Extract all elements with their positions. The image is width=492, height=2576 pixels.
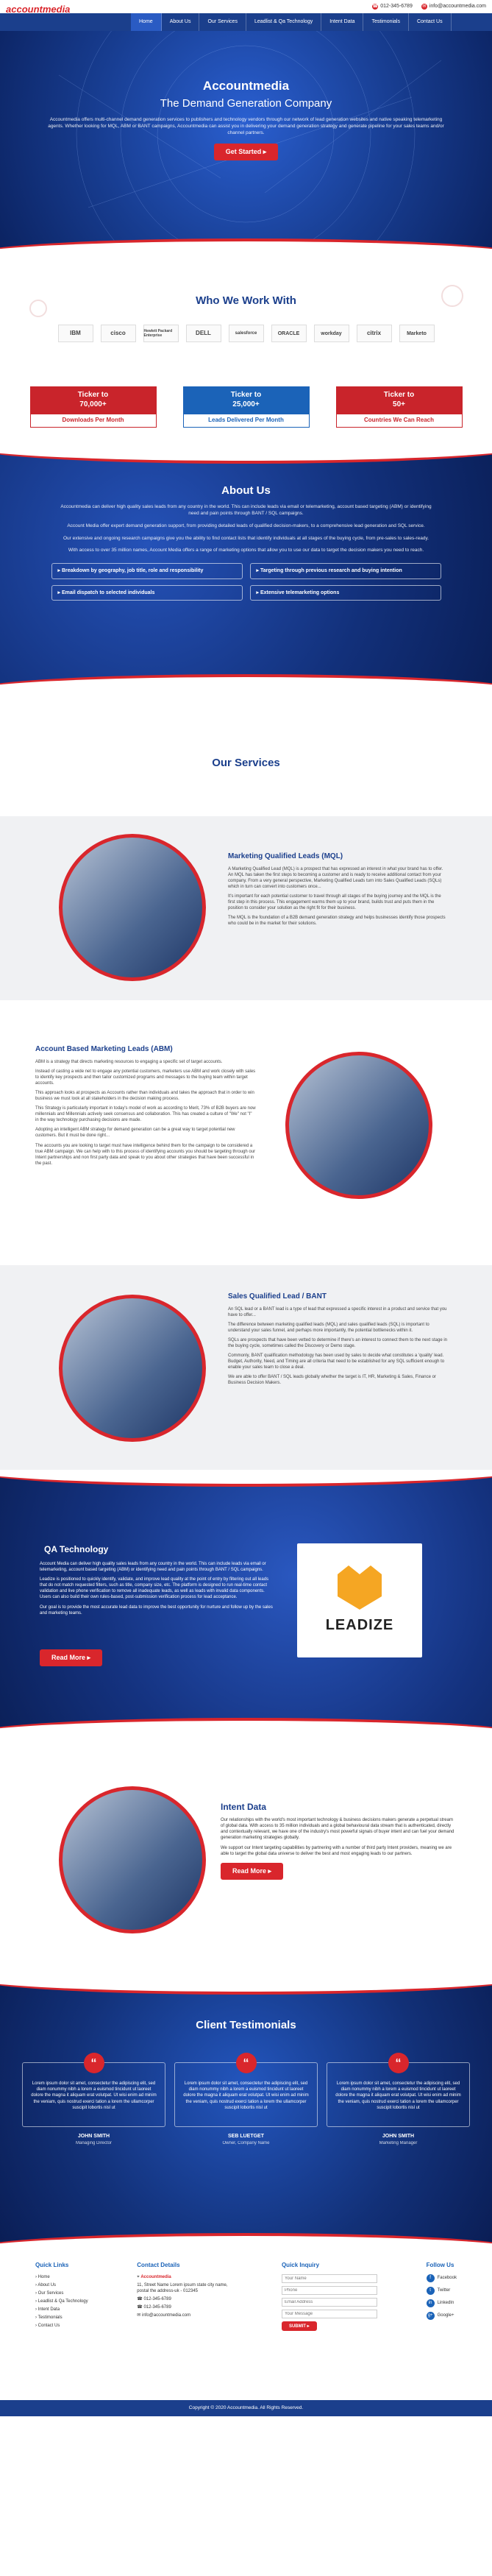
contact-phone[interactable] <box>137 2296 232 2302</box>
site-logo[interactable]: accountmedia <box>6 4 71 15</box>
intent-image <box>59 1786 206 1933</box>
footer-link-text: Intent Data <box>38 2307 60 2313</box>
fox-icon <box>338 1565 382 1610</box>
about-p1: Accountmedia can deliver high quality sales leads from any country in the world. This can include leads via email or telemarketing, account based targeting (ABM) or identifying need and pain points through BANT / SQL campaigns. <box>60 504 432 517</box>
about-p3: Our extensive and ongoing research campaigns give you the ability to find contact lists that identify individuals at all stages of the buying cycle, from pre-sales to sales-ready. <box>63 535 429 541</box>
ticker-value: 70,000+ <box>79 400 107 408</box>
about-curve <box>0 674 492 691</box>
testimonial-role: Owner, Company Name <box>222 2140 270 2145</box>
phone-icon: ☎ <box>137 2305 143 2310</box>
testimonial-box <box>22 2057 165 2127</box>
contact-phone-text: 012-345-6789 <box>143 2297 171 2302</box>
quote-icon: “ <box>84 2053 104 2073</box>
testimonial-name: JOHN SMITH <box>77 2134 110 2140</box>
bullet-text: Targeting through previous research and buying intention <box>260 568 402 574</box>
services-header <box>0 691 492 816</box>
about-p4: With access to over 35 million names, Account Media offers a range of marketing options that allow you to use our data to target the decision makers you need to reach. <box>68 548 424 553</box>
bant-text <box>228 1292 449 1390</box>
contact-email[interactable] <box>137 2313 232 2318</box>
about-bullets <box>0 563 492 601</box>
logo-salesforce: salesforce <box>229 325 264 342</box>
ticker-caption: Leads Delivered Per Month <box>183 414 310 428</box>
contact-phone[interactable] <box>137 2304 232 2310</box>
phone-info[interactable] <box>372 3 413 10</box>
mql-text <box>228 852 449 930</box>
footer <box>0 2250 492 2416</box>
nav-services[interactable]: Our Services <box>199 13 246 31</box>
footer-link[interactable]: › Contact Us <box>35 2324 60 2329</box>
contact-phone-text: 012-345-6789 <box>143 2305 171 2310</box>
email-info[interactable] <box>421 3 486 10</box>
inquiry-message-input[interactable] <box>282 2310 377 2318</box>
ticker-box <box>336 386 463 414</box>
abm-p6: The accounts you are looking to target must have intelligence behind them for the campaign to be considered a true ABM campaign. We can help with to this process of identifying accounts you should be targeting through our Intent partnerships and non first party data and speak to you about other strategies that have been successful in the past. <box>35 1143 256 1166</box>
leadize-wordmark: LEADIZE <box>325 1617 394 1633</box>
ticker-box <box>183 386 310 414</box>
ticker-countries <box>336 386 463 428</box>
social-label: Facebook <box>437 2276 457 2281</box>
ticker-label: Ticker to <box>383 391 415 400</box>
mail-icon: ✉ <box>137 2313 141 2318</box>
leadize-logo <box>297 1543 422 1657</box>
footer-link[interactable]: › About Us <box>35 2282 57 2287</box>
ticker-value: 50+ <box>393 400 405 408</box>
testimonial-role: Managing Director <box>75 2140 113 2145</box>
about-section <box>0 447 492 691</box>
mql-title: Marketing Qualified Leads (MQL) <box>228 852 343 860</box>
company-name: Accountmedia <box>140 2274 171 2279</box>
testimonials-section <box>0 1978 492 2250</box>
testimonial-name: SEB LUETGET <box>227 2134 264 2140</box>
qa-p1: Account Media can deliver high quality sales leads from any country in the world. This can include leads via email or telemarketing, account based targeting (ABM) or identifying need and pain points through BANT / SQL campaigns. <box>40 1562 266 1573</box>
testimonial-text: Lorem ipsum dolor sit amet, consectetur the adipiscing elit, sed diam nonummy nibh a lorem a euismod tincidunt ut laoreet dolore the magna it aliquam erat volutpat. Ut wisi enim ad minim the veniam, quis nostrud exerci tation a lorem the ullamcorper suscipit lobortis nisl ut <box>31 2081 157 2110</box>
get-started-button[interactable]: Get Started ▸ <box>214 144 279 160</box>
bullet-item: ▸ Breakdown by geography, job title, role and responsibility <box>51 563 243 578</box>
testimonial-card <box>22 2057 165 2146</box>
testimonial-text: Lorem ipsum dolor sit amet, consectetur the adipiscing elit, sed diam nonummy nibh a lorem a euismod tincidunt ut laoreet dolore the magna it aliquam erat volutpat. Ut wisi enim ad minim the veniam, quis nostrud exerci tation a lorem the ullamcorper suscipit lobortis nisl ut <box>335 2081 461 2110</box>
nav-contact[interactable]: Contact Us <box>409 13 452 31</box>
who-we-work-with <box>0 255 492 447</box>
footer-link[interactable]: › Leadlist & Qa Technology <box>35 2299 88 2304</box>
abm-p4: This Strategy is particularly important in today's model of work as according to Merit, 73% of B2B buyers are now millennials and Millennials actively seek consensus and collaboration. This has created a culture of "We" not "I" in the way technology purchasing decisions are made. <box>35 1106 256 1123</box>
intent-data-section <box>0 1735 492 1978</box>
ticker-label: Ticker to <box>230 391 262 400</box>
social-twitter[interactable] <box>427 2287 457 2295</box>
ticker-box <box>30 386 157 414</box>
qa-curve-top <box>0 1470 492 1487</box>
bullet-item: ▸ Targeting through previous research and buying intention <box>250 563 441 578</box>
logo-ibm: IBM <box>58 325 93 342</box>
qa-text <box>40 1561 275 1620</box>
contact-email-text: info@accountmedia.com <box>141 2313 191 2318</box>
footer-columns <box>35 2262 457 2331</box>
google-plus-icon: g+ <box>427 2312 435 2320</box>
footer-link[interactable]: › Home <box>35 2274 50 2279</box>
bant-p5: We are able to offer BANT / SQL leads globally whether the target is IT, HR, Marketing & Sales, Finance or Business Decision Makers. <box>228 1375 436 1386</box>
bullet-text: Breakdown by geography, job title, role and responsibility <box>61 568 204 574</box>
logo-hpe: Hewlett Packard Enterprise <box>143 325 179 342</box>
mql-p2: It's important for each potential customer to travel through all stages of the buying journey and the MQL is the first step in this process. This engagement warms them up to your brand, builds trust and puts them in the position to consider your solution as the right fit for their business. <box>228 894 441 911</box>
footer-link[interactable]: › Our Services <box>35 2290 64 2296</box>
mql-image <box>59 834 206 981</box>
bullet-item: ▸ Email dispatch to selected individuals <box>51 585 243 601</box>
phone-icon: ☎ <box>372 4 378 10</box>
abm-title: Account Based Marketing Leads (ABM) <box>35 1045 173 1053</box>
abm-p5: Adopting an intelligent ABM strategy for demand generation can be a great way to target potential new customers. But it must be done right... <box>35 1128 235 1139</box>
contact-address: 11, Street Name Lorem ipsum state city name, postal the address-uk - 012345 <box>137 2282 228 2293</box>
contact-company <box>137 2274 232 2280</box>
qa-p2: Leadize is positioned to quickly identify, validate, and improve lead quality at the point of entry by filtering out all leads that do not match requested filters, such as title, company size, etc. The platform is designed to run real-time contact validation and live phone verification to remove all inadequate leads, as well as leads with invalid data components. Users can also build their own rules-based, post-submission verification process for lead acceptance. <box>40 1577 269 1600</box>
social-label: Twitter <box>437 2288 451 2293</box>
qa-read-more-button[interactable]: Read More ▸ <box>40 1649 102 1666</box>
footer-contact <box>137 2262 232 2331</box>
social-google[interactable] <box>427 2312 457 2320</box>
hero-title: Accountmedia <box>202 79 290 93</box>
copyright-bar: Copyright © 2020 Accountmedia. All Rights Reserved. <box>0 2400 492 2416</box>
email-text: info@accountmedia.com <box>429 4 486 10</box>
testimonials-title: Client Testimonials <box>196 2019 296 2031</box>
bant-p3: SQLs are prospects that have been vetted to determine if there's an interest to connect them to the next stage in the buying cycle, sometimes called the Discovery or Demo stage. <box>228 1337 447 1348</box>
submit-button[interactable]: SUBMIT ▸ <box>282 2321 317 2331</box>
footer-inquiry <box>282 2262 377 2331</box>
footer-link-text: Home <box>38 2274 50 2279</box>
nav-intent[interactable]: Intent Data <box>321 13 363 31</box>
facebook-icon: f <box>427 2274 435 2282</box>
twitter-icon: t <box>427 2287 435 2295</box>
bant-p2: The difference between marketing qualified leads (MQL) and sales qualified leads (SQL) is important to understand your sales funnel, and perhaps more importantly, the potential bottlenecks within it. <box>228 1322 429 1333</box>
abm-image <box>285 1052 432 1199</box>
qa-technology-section <box>0 1470 492 1735</box>
footer-link[interactable]: › Testimonials <box>35 2315 63 2321</box>
nav-about[interactable]: About Us <box>162 13 200 31</box>
tickers <box>0 386 492 428</box>
inquiry-title: Quick Inquiry <box>281 2262 320 2268</box>
bant-p4: Commonly, BANT qualification methodology has been used by sales to decide what constitutes a 'quality' lead. Budget, Authority, Need, and Timing are all criteria that need to be established for any SQL sufficient enough to enable your sales team to close a deal. <box>228 1354 445 1370</box>
nav-leadlist[interactable]: Leadlist & Qa Technology <box>246 13 321 31</box>
intent-text <box>221 1801 456 1880</box>
logo-oracle: ORACLE <box>271 325 307 342</box>
abm-p1: ABM is a strategy that directs marketing resources to engaging a specific set of target accounts. <box>35 1059 223 1064</box>
intent-title: Intent Data <box>221 1802 267 1812</box>
quote-icon: “ <box>236 2053 257 2073</box>
intent-p2: We support our Intent targeting capabilities by partnering with a number of third party Intent providers, meaning we are able to target the global data universe to deliver the best and most engaging leads to our partners. <box>221 1845 452 1856</box>
ticker-downloads <box>30 386 157 428</box>
logo-cisco: cisco <box>101 325 136 342</box>
location-icon: ⌖ <box>137 2274 140 2279</box>
mql-p1: A Marketing Qualified Lead (MQL) is a prospect that has expressed an interest in what your brand has to offer. An MQL has taken the first steps to becoming a customer and is ready to receive additional contact from your company. From a very general perspective, Marketing Qualified Leads turn into Sales Qualified Leads (SQLs) which in turn can convert into customers once... <box>228 866 443 889</box>
inquiry-name-input[interactable] <box>282 2274 377 2283</box>
about-title: About Us <box>221 484 271 497</box>
footer-link-text: Our Services <box>38 2290 64 2296</box>
service-mql <box>0 816 492 1000</box>
ticker-caption: Downloads Per Month <box>30 414 157 428</box>
bant-image <box>59 1295 206 1442</box>
nav-testimonials[interactable]: Testimonials <box>363 13 409 31</box>
hero-text: Accountmedia offers multi-channel demand generation services to publishers and technology vendors through our network of lead generation websites and native speaking telemarketing agents. Whether looking for MQL, ABM or BANT campaigns, Accountmedia can assist you in delivering your demand generation strategy and generate pipeline for your sales teams and/or channel partners. <box>48 117 444 135</box>
follow-title: Follow Us <box>426 2262 454 2268</box>
testimonial-role: Marketing Manager <box>379 2140 418 2145</box>
intent-p1: Our relationships with the world's most important technology & business decisions makers generate a perpetual stream of global data. With access to 35 million individuals and a global behavioural data stream that is authenticated, directly and contextually relevant, we have one of the industry's most powerful signals of buyer intent and can fuel your demand generation marketing strategies globally. <box>221 1818 454 1841</box>
top-bar <box>0 0 492 13</box>
mail-icon: ✉ <box>422 4 427 10</box>
social-facebook[interactable] <box>427 2274 457 2282</box>
social-linkedin[interactable] <box>427 2299 457 2307</box>
services-title: Our Services <box>212 757 280 769</box>
abm-p3: This approach looks at prospects as Accounts rather than individuals and takes the approach that in order to win business we must look at all stakeholders in the decision making process. <box>35 1090 254 1101</box>
testimonials-curve <box>0 2233 492 2250</box>
service-abm <box>0 1000 492 1265</box>
quick-links-title: Quick Links <box>35 2262 69 2268</box>
phone-icon: ☎ <box>137 2297 143 2302</box>
testimonial-name: JOHN SMITH <box>382 2134 415 2140</box>
hero-section <box>0 31 492 255</box>
mql-p3: The MQL is the foundation of a B2B demand generation strategy and helps businesses identify those prospects who could be in the market for their solutions. <box>228 916 446 927</box>
bullet-text: Email dispatch to selected individuals <box>61 590 155 595</box>
linkedin-icon: in <box>427 2299 435 2307</box>
qa-curve <box>0 1718 492 1735</box>
intent-read-more-button[interactable]: Read More ▸ <box>221 1863 283 1880</box>
ticker-leads <box>183 386 310 428</box>
testimonial-cards <box>0 2057 492 2146</box>
testimonial-box <box>174 2057 318 2127</box>
nav-home[interactable]: Home <box>131 13 162 31</box>
service-bant <box>0 1265 492 1470</box>
abm-text <box>35 1044 256 1170</box>
bullet-text: Extensive telemarketing options <box>260 590 340 595</box>
footer-link[interactable]: › Intent Data <box>35 2307 60 2313</box>
testimonial-box <box>327 2057 470 2127</box>
abm-p2: Instead of casting a wide net to engage any potential customers, marketers use ABM and work closely with sales to identify key prospects and then tailor customized programs and messages to the buying team within target accounts. <box>35 1069 256 1086</box>
ticker-label: Ticker to <box>77 391 109 400</box>
footer-link-text: About Us <box>38 2282 57 2287</box>
about-p2: Account Media offer expert demand generation support, from providing detailed leads of qualified decision-makers, to a comprehensive lead generation and SQL service. <box>67 523 425 528</box>
bant-p1: An SQL lead or a BANT lead is a type of lead that expressed a specific interest in a product and service that you have to offer... <box>228 1306 447 1317</box>
client-logos <box>0 325 492 342</box>
footer-quick-links <box>35 2262 88 2331</box>
logo-workday: workday <box>314 325 349 342</box>
testimonial-card <box>174 2057 318 2146</box>
qa-p3: Our goal is to provide the most accurate lead data to improve the best opportunity for nurture and follow up by the sales and marketing teams. <box>40 1604 273 1616</box>
bant-title: Sales Qualified Lead / BANT <box>228 1292 327 1301</box>
bullet-item: ▸ Extensive telemarketing options <box>250 585 441 601</box>
qa-title: QA Technology <box>44 1544 109 1554</box>
footer-link-text: Testimonials <box>38 2315 63 2321</box>
footer-link-text: Contact Us <box>38 2324 60 2329</box>
main-nav <box>0 13 492 31</box>
logo-marketo: Marketo <box>399 325 435 342</box>
inquiry-email-input[interactable] <box>282 2298 377 2307</box>
quote-icon: “ <box>388 2053 409 2073</box>
logo-dell: DELL <box>186 325 221 342</box>
footer-social <box>427 2262 457 2331</box>
contact-title: Contact Details <box>137 2262 180 2268</box>
inquiry-phone-input[interactable] <box>282 2286 377 2295</box>
social-label: LinkedIn <box>437 2301 454 2306</box>
footer-link-text: Leadlist & Qa Technology <box>38 2299 88 2304</box>
social-label: Google+ <box>437 2313 454 2318</box>
testimonial-text: Lorem ipsum dolor sit amet, consectetur the adipiscing elit, sed diam nonummy nibh a lorem a euismod tincidunt ut laoreet dolore the magna it aliquam erat volutpat. Ut wisi enim ad minim the veniam, quis nostrud exerci tation a lorem the ullamcorper suscipit lobortis nisl ut <box>183 2081 309 2110</box>
phone-text: 012-345-6789 <box>380 4 413 10</box>
ticker-caption: Countries We Can Reach <box>336 414 463 428</box>
hero-subtitle: The Demand Generation Company <box>160 96 332 110</box>
ticker-value: 25,000+ <box>232 400 260 408</box>
testimonial-card <box>327 2057 470 2146</box>
logo-citrix: citrix <box>357 325 392 342</box>
who-title: Who We Work With <box>196 294 296 307</box>
